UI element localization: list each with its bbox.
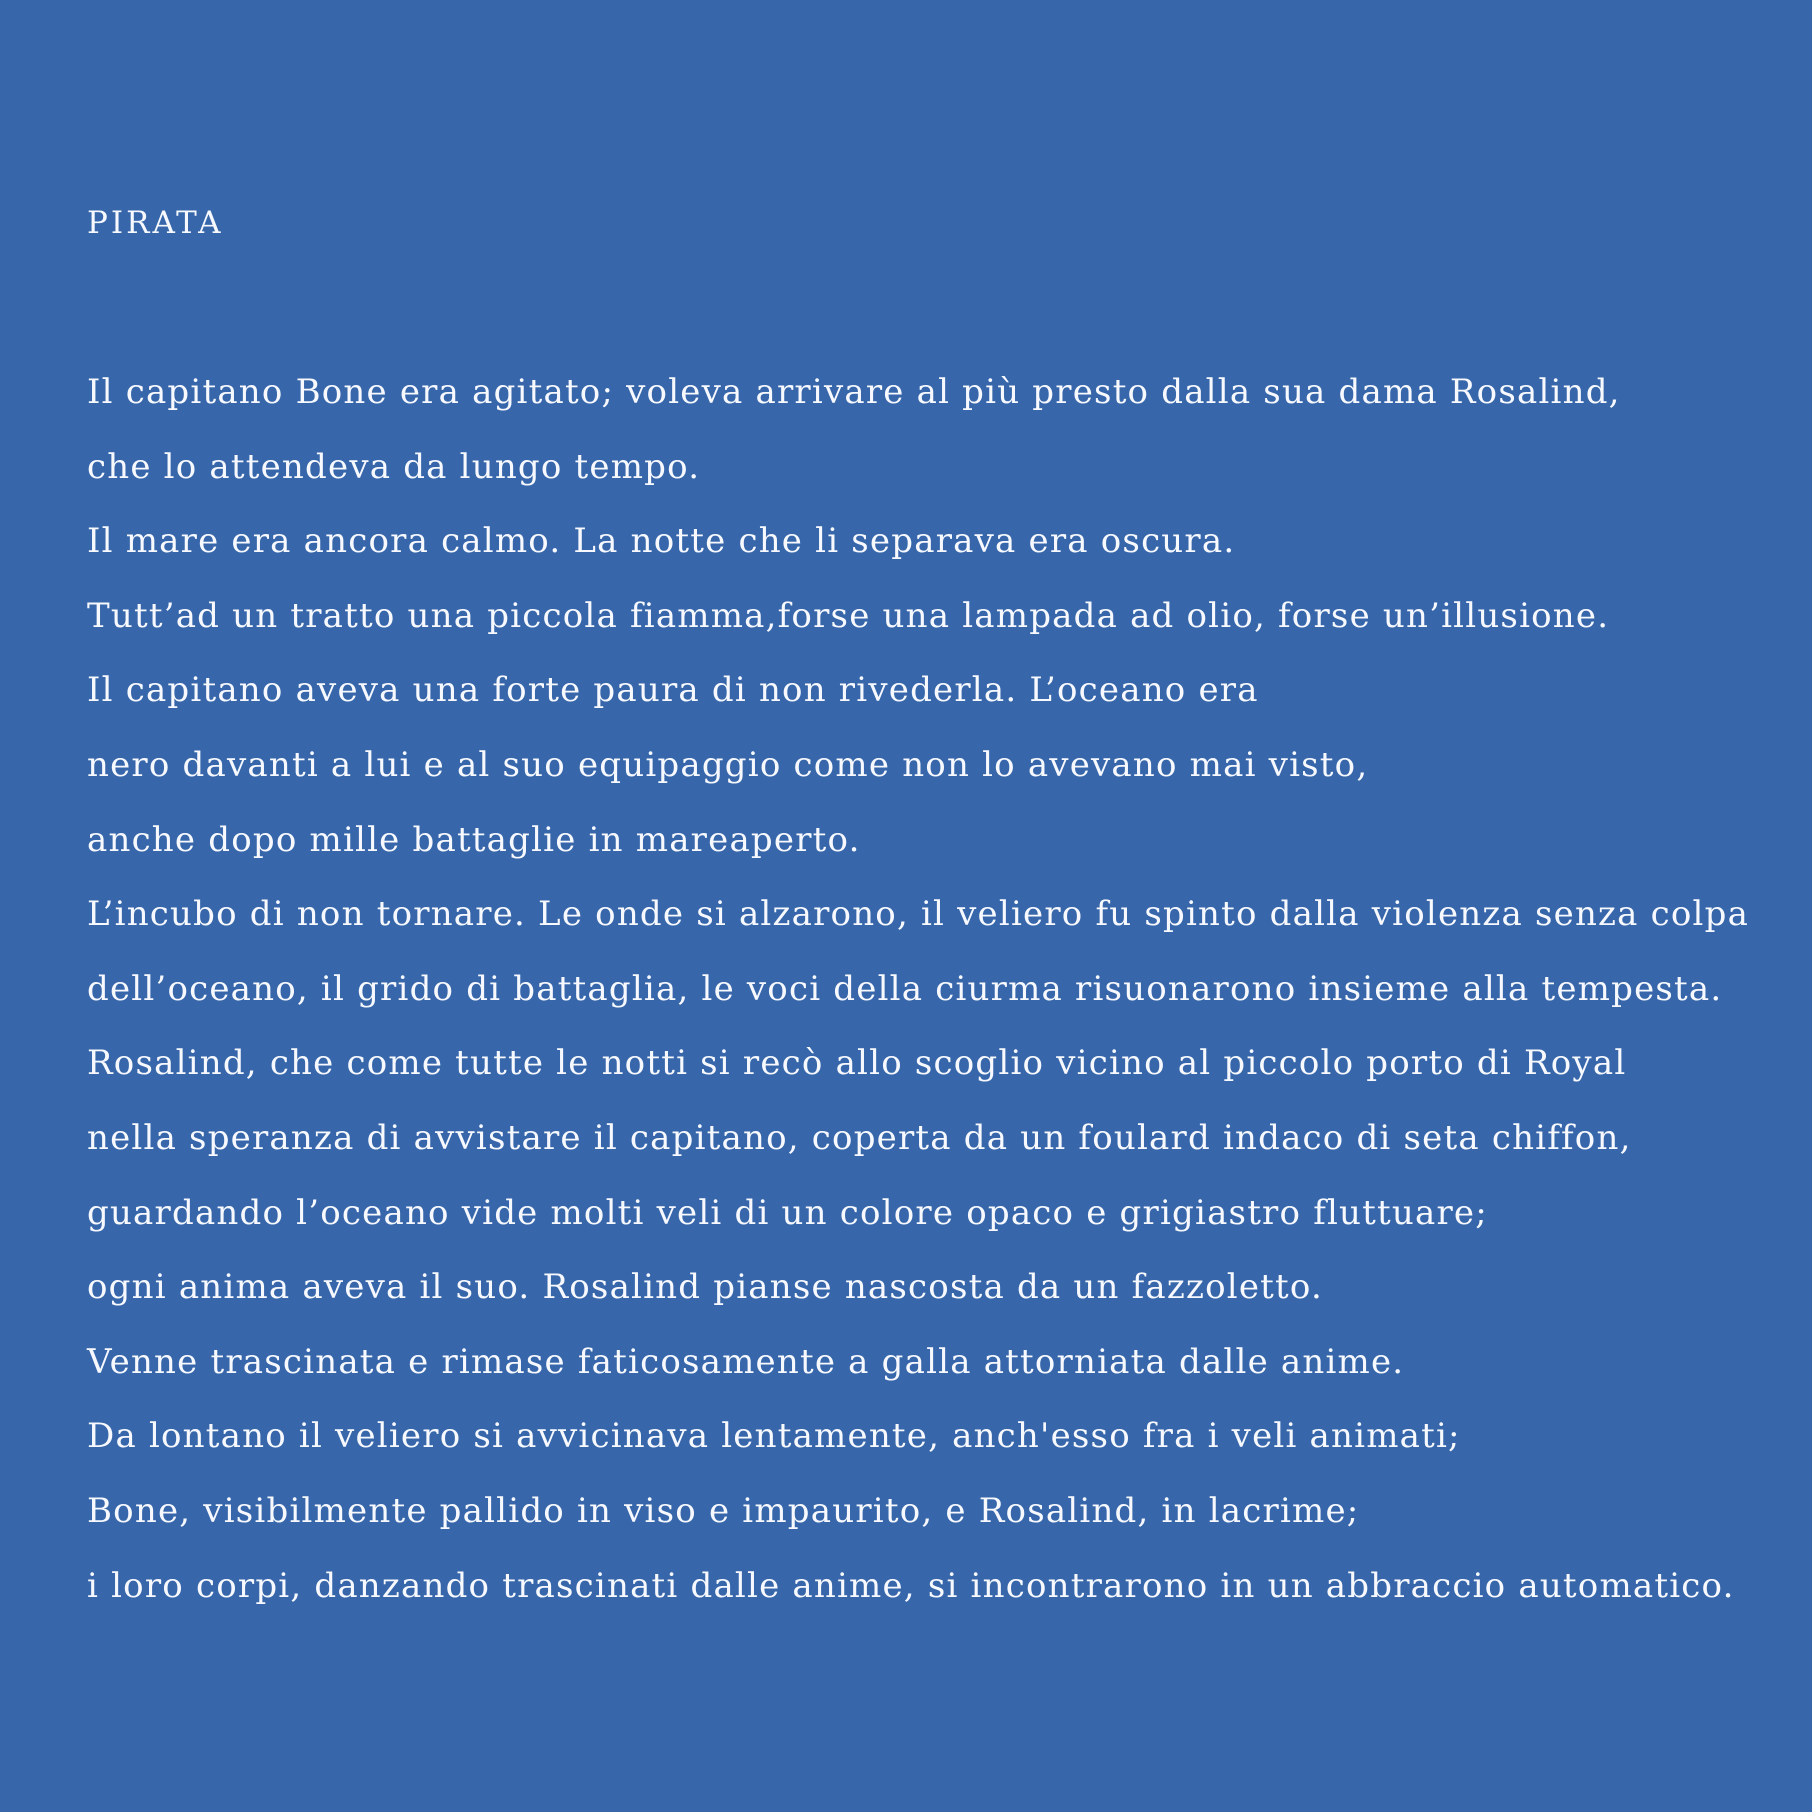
poem-line: Bone, visibilmente pallido in viso e impaurito, e Rosalind, in lacrime; (87, 1490, 1360, 1531)
poem-line: Tutt’ad un tratto una piccola fiamma,forse una lampada ad olio, forse un’illusione. (87, 595, 1610, 636)
poem-title: PIRATA (87, 205, 224, 241)
poem-line: guardando l’oceano vide molti veli di un colore opaco e grigiastro fluttuare; (87, 1192, 1488, 1233)
poem-line: nella speranza di avvistare il capitano, coperta da un foulard indaco di seta chiffon, (87, 1117, 1632, 1158)
poem-line: Da lontano il veliero si avvicinava lentamente, anch'esso fra i veli animati; (87, 1416, 1461, 1457)
poem-line: i loro corpi, danzando trascinati dalle anime, si incontrarono in un abbraccio automatico. (87, 1565, 1735, 1606)
poem-line: dell’oceano, il grido di battaglia, le voci della ciurma risuonarono insieme alla tempesta. (87, 968, 1723, 1009)
poem-line: Il capitano aveva una forte paura di non rivederla. L’oceano era (87, 670, 1259, 711)
poem-line: Il capitano Bone era agitato; voleva arrivare al più presto dalla sua dama Rosalind, (87, 372, 1621, 412)
poem-body (87, 355, 1777, 1623)
poem-line: anche dopo mille battaglie in mareaperto. (87, 819, 861, 860)
poem-line: nero davanti a lui e al suo equipaggio come non lo avevano mai visto, (87, 744, 1369, 785)
poem-line: Rosalind, che come tutte le notti si recò allo scoglio vicino al piccolo porto di Royal (87, 1043, 1627, 1084)
poem-line: L’incubo di non tornare. Le onde si alzarono, il veliero fu spinto dalla violenza senza colpa (87, 894, 1750, 935)
poem-line: ogni anima aveva il suo. Rosalind pianse nascosta da un fazzoletto. (87, 1267, 1323, 1308)
poem-line: Venne trascinata e rimase faticosamente a galla attorniata dalle anime. (87, 1341, 1405, 1382)
poem-line: che lo attendeva da lungo tempo. (87, 446, 701, 487)
poem-line: Il mare era ancora calmo. La notte che li separava era oscura. (87, 521, 1236, 562)
